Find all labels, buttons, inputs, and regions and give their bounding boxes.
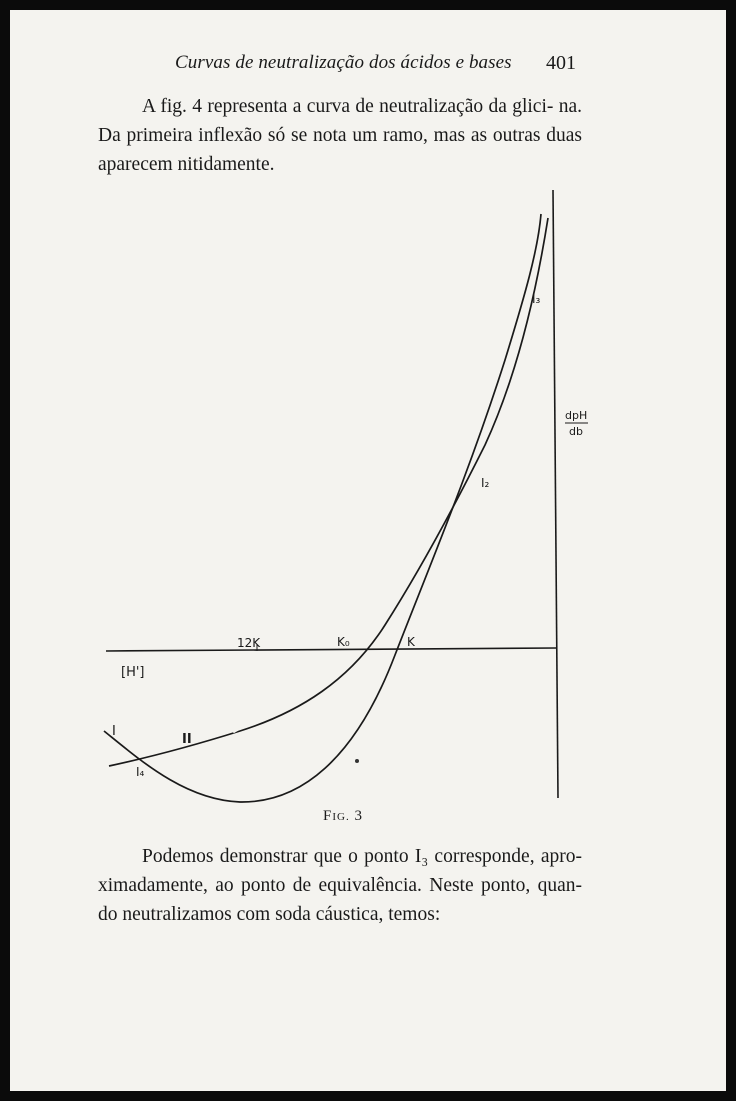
caption-number: 3 xyxy=(354,808,363,824)
label-12k: 12K xyxy=(237,636,261,650)
label-i4: I₄ xyxy=(136,765,145,779)
curve-ii xyxy=(109,218,548,766)
paragraph-1-line-2: na. Da primeira inflexão só se nota um ramo, mas as xyxy=(98,96,583,146)
page-number: 401 xyxy=(546,52,576,74)
speck-mark xyxy=(355,759,359,763)
paragraph-1-line-3: outras duas aparecem nitidamente. xyxy=(98,125,582,175)
label-k: K xyxy=(407,635,415,649)
caption-rest: IG. xyxy=(332,811,350,823)
curve-i xyxy=(104,214,541,802)
running-title: Curvas de neutralização dos ácidos e bases xyxy=(175,52,512,73)
label-i3: I₃ xyxy=(532,292,541,306)
paragraph-2-line-3: do neutralizamos com soda cáustica, temos: xyxy=(98,904,441,925)
label-x-axis: [H'] xyxy=(121,665,145,680)
figure-caption xyxy=(323,808,363,825)
paragraph-2-line-2: ximadamente, ao ponto de equivalência. Neste ponto, quan- xyxy=(98,875,582,896)
paragraph-1-line-1: A fig. 4 representa a curva de neutralização da glici- xyxy=(142,96,554,117)
caption-first: F xyxy=(323,808,333,824)
label-k0: K₀ xyxy=(337,635,350,649)
paragraph-2 xyxy=(98,842,582,929)
label-curve-i: I xyxy=(112,724,116,739)
x-axis-line xyxy=(106,648,556,651)
y-axis-line xyxy=(553,190,558,798)
label-db: db xyxy=(569,425,583,438)
label-curve-ii: II xyxy=(182,732,192,747)
label-i2: I₂ xyxy=(481,476,490,490)
paragraph-2-line-1: Podemos demonstrar que o ponto I₃ corresponde, apro- xyxy=(142,846,582,867)
label-dph: dpH xyxy=(565,409,588,422)
